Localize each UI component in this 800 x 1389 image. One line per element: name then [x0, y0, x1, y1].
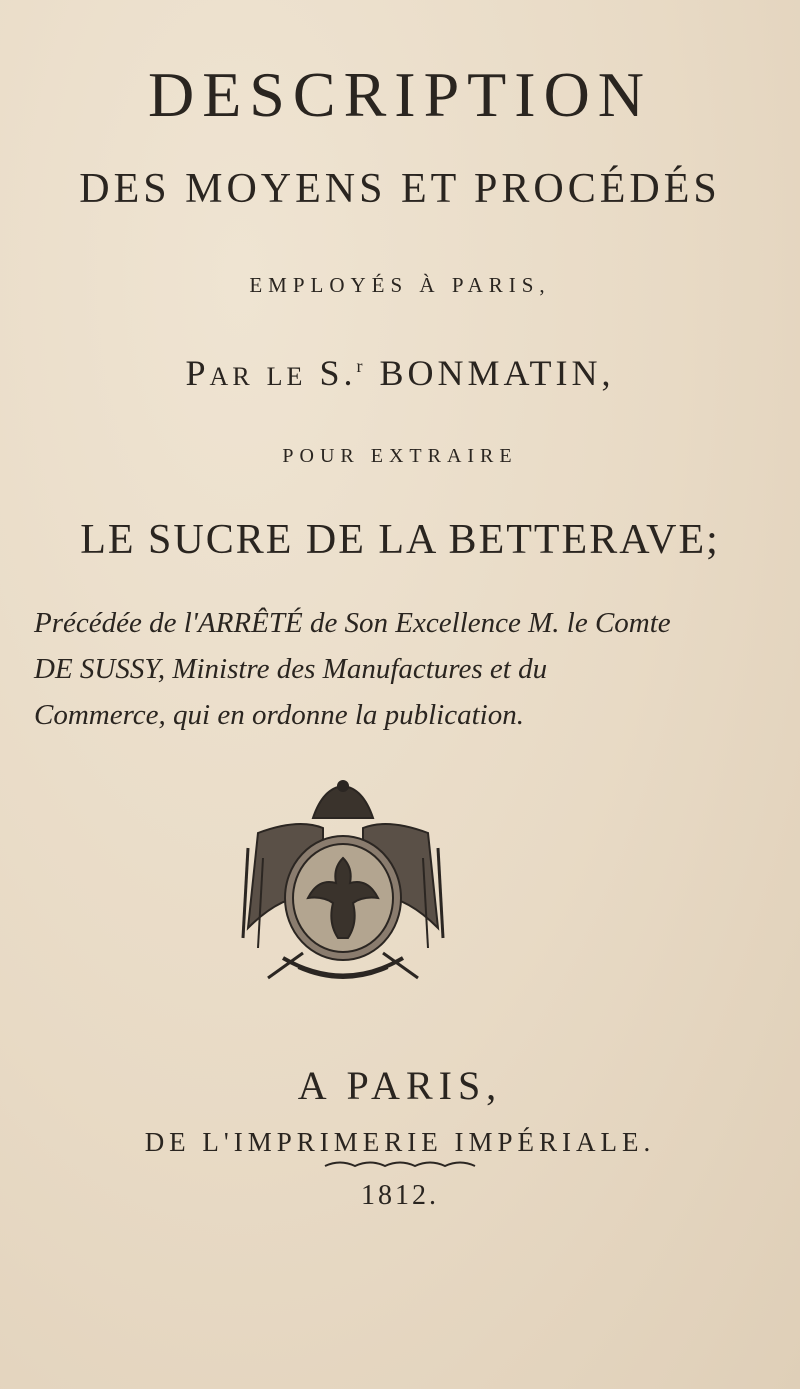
subtitle-line-1: DES MOYENS ET PROCÉDÉS — [79, 166, 721, 212]
author-name: BONMATIN, — [379, 353, 615, 393]
imperial-eagle-emblem-icon — [228, 778, 458, 1000]
author-prefix-p: P — [185, 353, 210, 393]
subtitle-line-3: POUR EXTRAIRE — [282, 445, 518, 467]
note-line-3: Commerce, qui en ordonne la publication. — [34, 699, 524, 731]
subtitle-line-2: EMPLOYÉS À PARIS, — [249, 273, 551, 297]
ornament-rule-icon — [320, 1157, 480, 1171]
note-line-1: Précédée de l'ARRÊTÉ de Son Excellence M. le Comte — [34, 607, 671, 639]
author-title: S. — [319, 353, 357, 393]
publication-year: 1812. — [361, 1180, 439, 1211]
publication-note — [34, 600, 774, 738]
author-prefix-ar: AR — [209, 362, 254, 391]
author-line — [0, 352, 800, 394]
subtitle-line-4: LE SUCRE DE LA BETTERAVE; — [80, 517, 720, 563]
author-prefix-le: LE — [266, 362, 307, 391]
note-line-2: DE SUSSY, Ministre des Manufactures et du — [34, 653, 548, 685]
printer-line: DE L'IMPRIMERIE IMPÉRIALE. — [144, 1127, 656, 1157]
author-title-sup: r — [356, 356, 367, 376]
book-title: DESCRIPTION — [147, 59, 653, 130]
place-of-publication: A PARIS, — [297, 1063, 503, 1108]
